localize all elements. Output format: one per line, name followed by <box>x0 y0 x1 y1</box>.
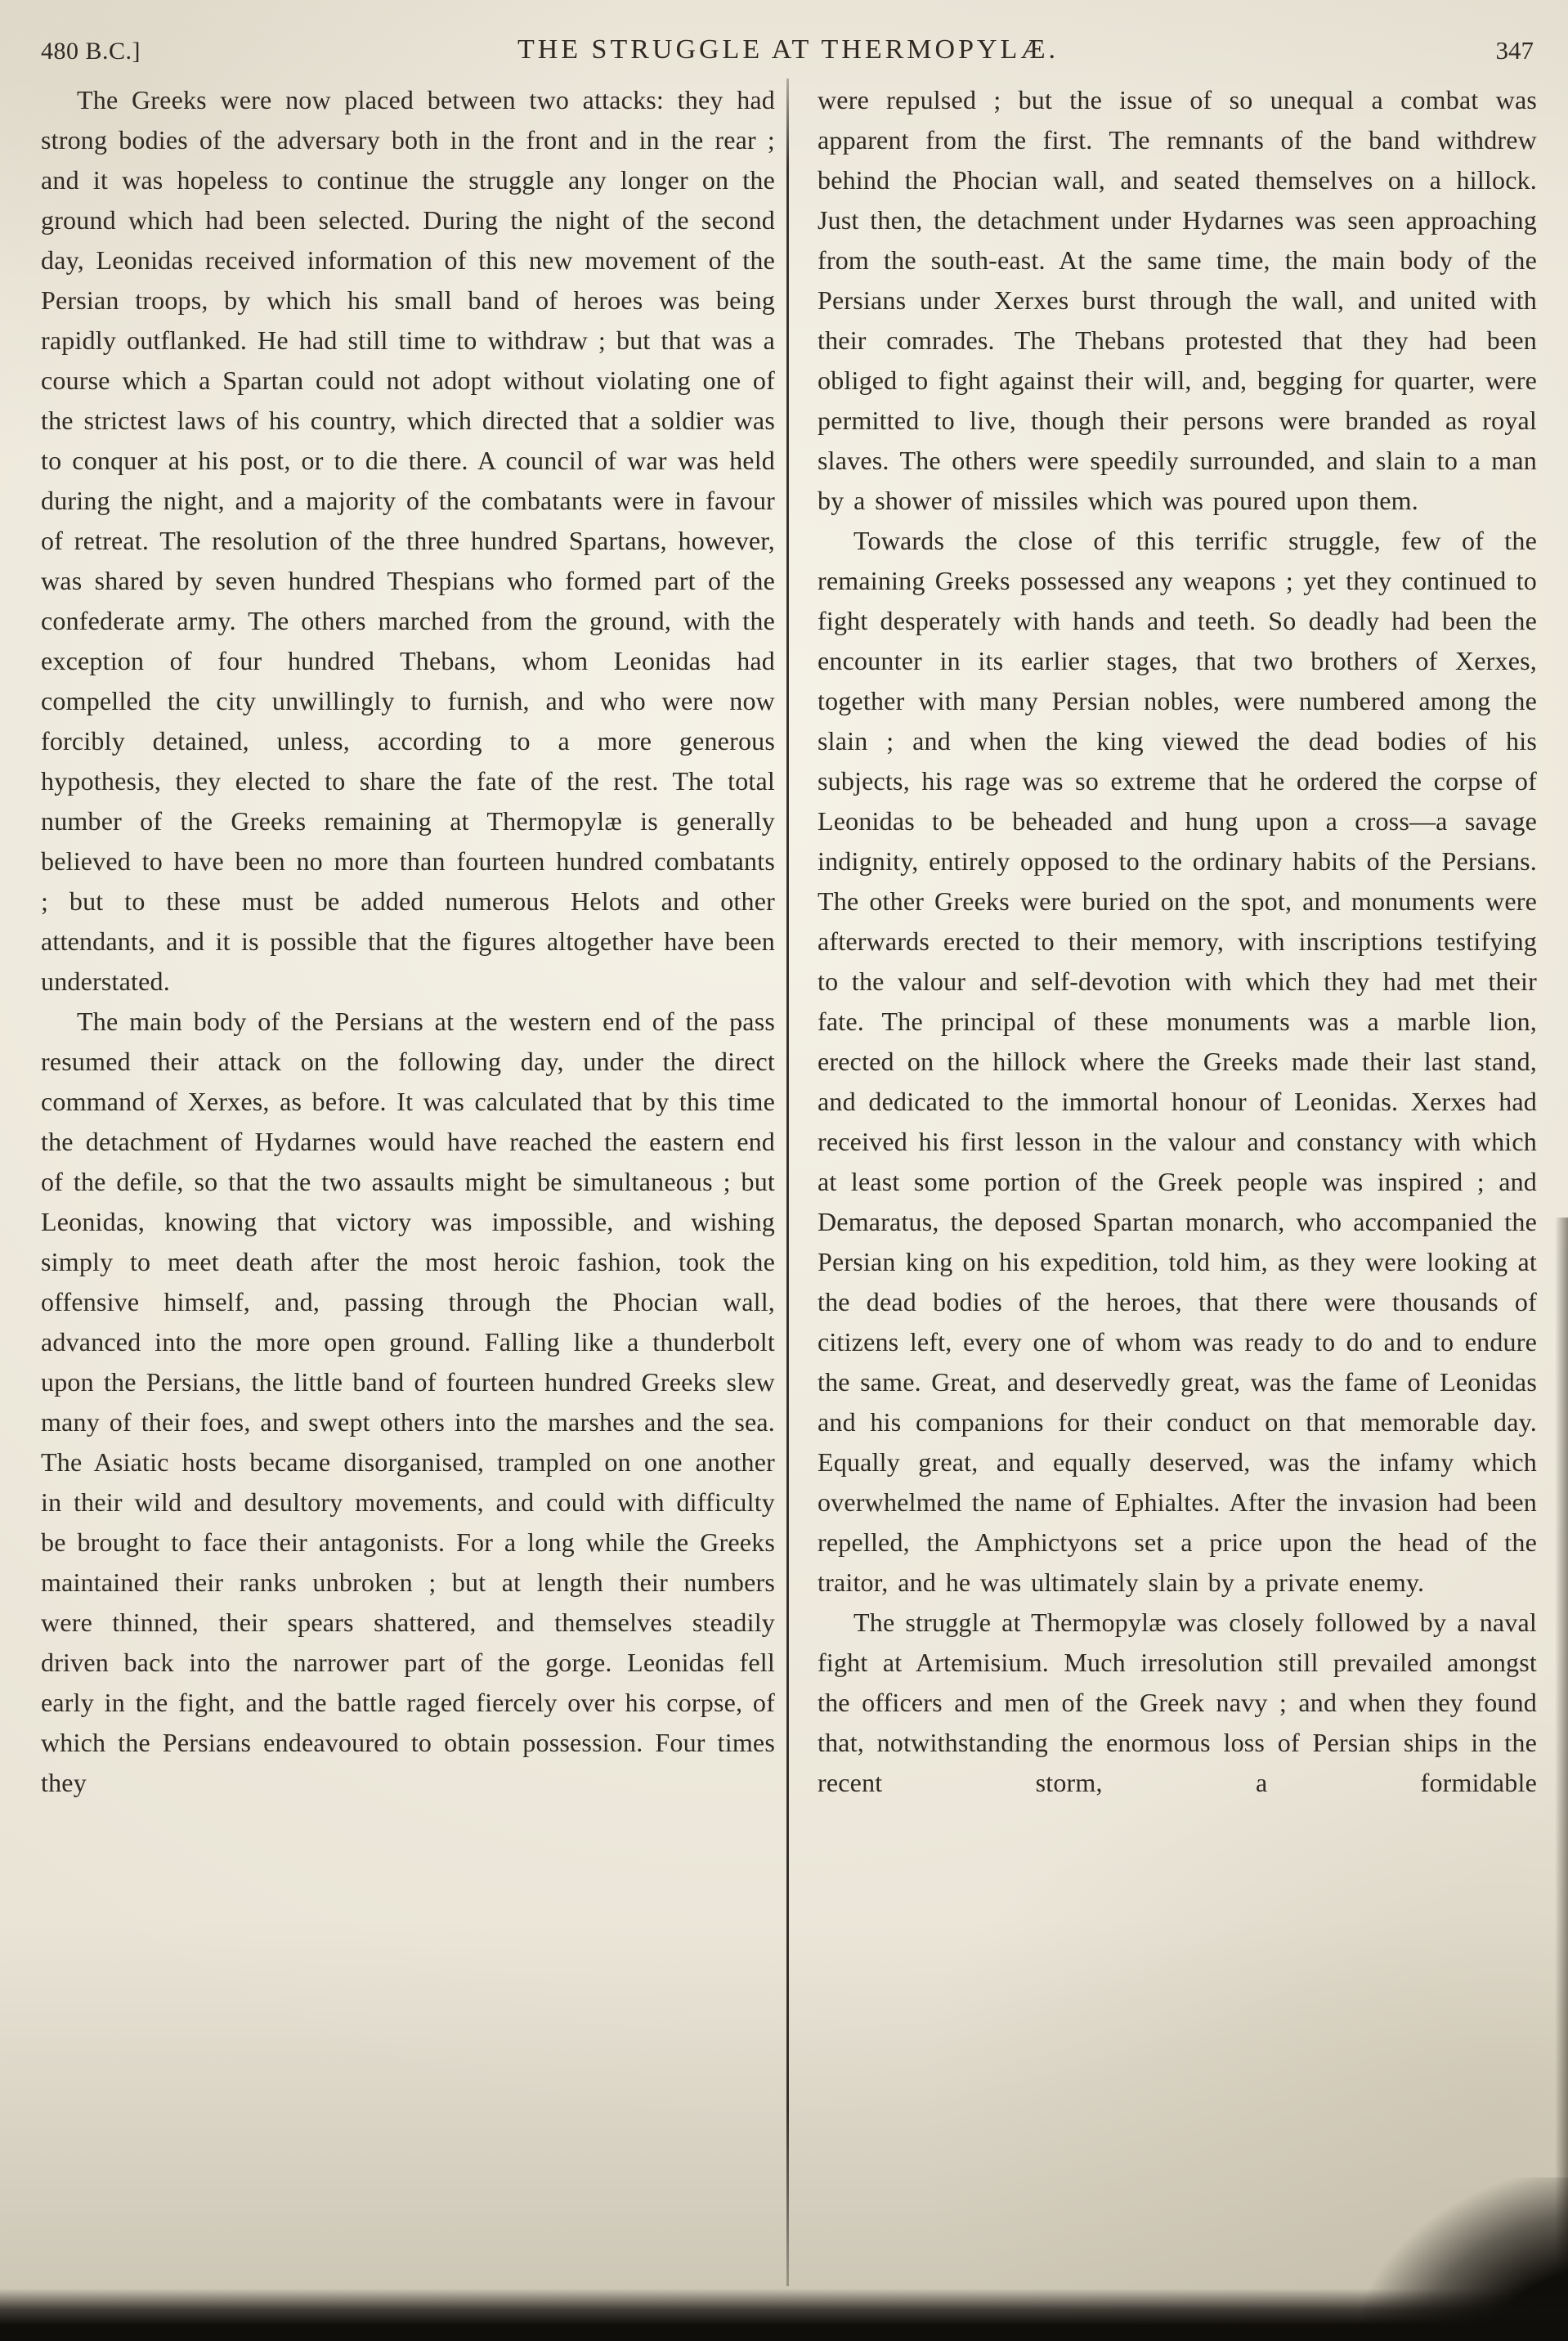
page-header <box>41 33 1535 70</box>
header-date-label: 480 B.C.] <box>41 38 141 65</box>
scan-edge-bottom <box>0 2289 1568 2341</box>
paragraph-left-2: The main body of the Persians at the western end of the pass resumed their attack on the following day, under the direct command of Xerxes, as before. It was calculated that by this time the detachment of Hydarnes would have reached the eastern end of the defile, so that the two assaults might be simultaneous ; but Leonidas, knowing that victory was impossible, and wishing simply to meet death after the most heroic fashion, took the offensive himself, and, passing through the Phocian wall, advanced into the more open ground. Falling like a thunderbolt upon the Persians, the little band of fourteen hundred Greeks slew many of their foes, and swept others into the marshes and the sea. The Asiatic hosts became disorganised, trampled on one another in their wild and desultory movements, and could with difficulty be brought to face their antagonists. For a long while the Greeks maintained their ranks unbroken ; but at length their numbers were thinned, their spears shattered, and themselves steadily driven back into the narrower part of the gorge. Leonidas fell early in the fight, and the battle raged fiercely over his corpse, of which the Persians endeavoured to obtain possession. Four times they <box>41 1007 775 1797</box>
paragraph-right-1: were repulsed ; but the issue of so unequal a combat was apparent from the first. The remnants of the band withdrew behind the Phocian wall, and seated themselves on a hillock. Just then, the detachment under Hydarnes was seen approaching from the south-east. At the same time, the main body of the Persians under Xerxes burst through the wall, and united with their comrades. The Thebans protested that they had been obliged to fight against their will, and, begging for quarter, were permitted to live, though their persons were branded as royal slaves. The others were speedily surrounded, and slain to a man by a shower of missiles which was poured upon them. <box>818 85 1537 515</box>
left-column <box>41 80 775 1803</box>
page-number: 347 <box>1495 36 1534 65</box>
right-column <box>818 80 1537 1803</box>
page-title: THE STRUGGLE AT THERMOPYLÆ. <box>517 34 1060 65</box>
paragraph-right-2: Towards the close of this terrific struggle, few of the remaining Greeks possessed any weapons ; yet they continued to fight desperately with hands and teeth. So deadly had been the encounter in its earlier stages, that two brothers of Xerxes, together with many Persian nobles, were numbered among the slain ; and when the king viewed the dead bodies of his subjects, his rage was so extreme that he ordered the corpse of Leonidas to be beheaded and hung upon a cross—a savage indignity, entirely opposed to the ordinary habits of the Persians. The other Greeks were buried on the spot, and monuments were afterwards erected to their memory, with inscriptions testifying to the valour and self-devotion with which they had met their fate. The principal of these monuments was a marble lion, erected on the hillock where the Greeks made their last stand, and dedicated to the immortal honour of Leonidas. Xerxes had received his first lesson in the valour and constancy with which at least some portion of the Greek people was inspired ; and Demaratus, the deposed Spartan monarch, who accompanied the Persian king on his expedition, told him, as they were looking at the dead bodies of the heroes, that there were thousands of citizens left, every one of whom was ready to do and to endure the same. Great, and deservedly great, was the fame of Leonidas and his companions for their conduct on that memorable day. Equally great, and equally deserved, was the infamy which overwhelmed the name of Ephialtes. After the invasion had been repelled, the Amphictyons set a price upon the head of the traitor, and he was ultimately slain by a private enemy. <box>818 526 1537 1597</box>
paragraph-left-1: The Greeks were now placed between two attacks: they had strong bodies of the adversary both in the front and in the rear ; and it was hopeless to continue the struggle any longer on the ground which had been selected. During the night of the second day, Leonidas received information of this new movement of the Persian troops, by which his small band of heroes was being rapidly outflanked. He had still time to withdraw ; but that was a course which a Spartan could not adopt without violating one of the strictest laws of his country, which directed that a soldier was to conquer at his post, or to die there. A council of war was held during the night, and a majority of the combatants were in favour of retreat. The resolution of the three hundred Spartans, however, was shared by seven hundred Thespians who formed part of the confederate army. The others marched from the ground, with the exception of four hundred Thebans, whom Leonidas had compelled the city unwillingly to furnish, and who were now forcibly detained, unless, according to a more generous hypothesis, they elected to share the fate of the rest. The total number of the Greeks remaining at Thermopylæ is generally believed to have been no more than fourteen hundred combatants ; but to these must be added numerous Helots and other attendants, and it is possible that the figures altogether have been understated. <box>41 85 775 996</box>
paragraph-right-3: The struggle at Thermopylæ was closely followed by a naval fight at Artemisium. Much irresolution still prevailed amongst the officers and men of the Greek navy ; and when they found that, notwithstanding the enormous loss of Persian ships in the recent storm, a formidable <box>818 1608 1537 1797</box>
scan-edge-right-shadow <box>1555 1218 1568 2341</box>
text-columns <box>41 80 1537 1803</box>
